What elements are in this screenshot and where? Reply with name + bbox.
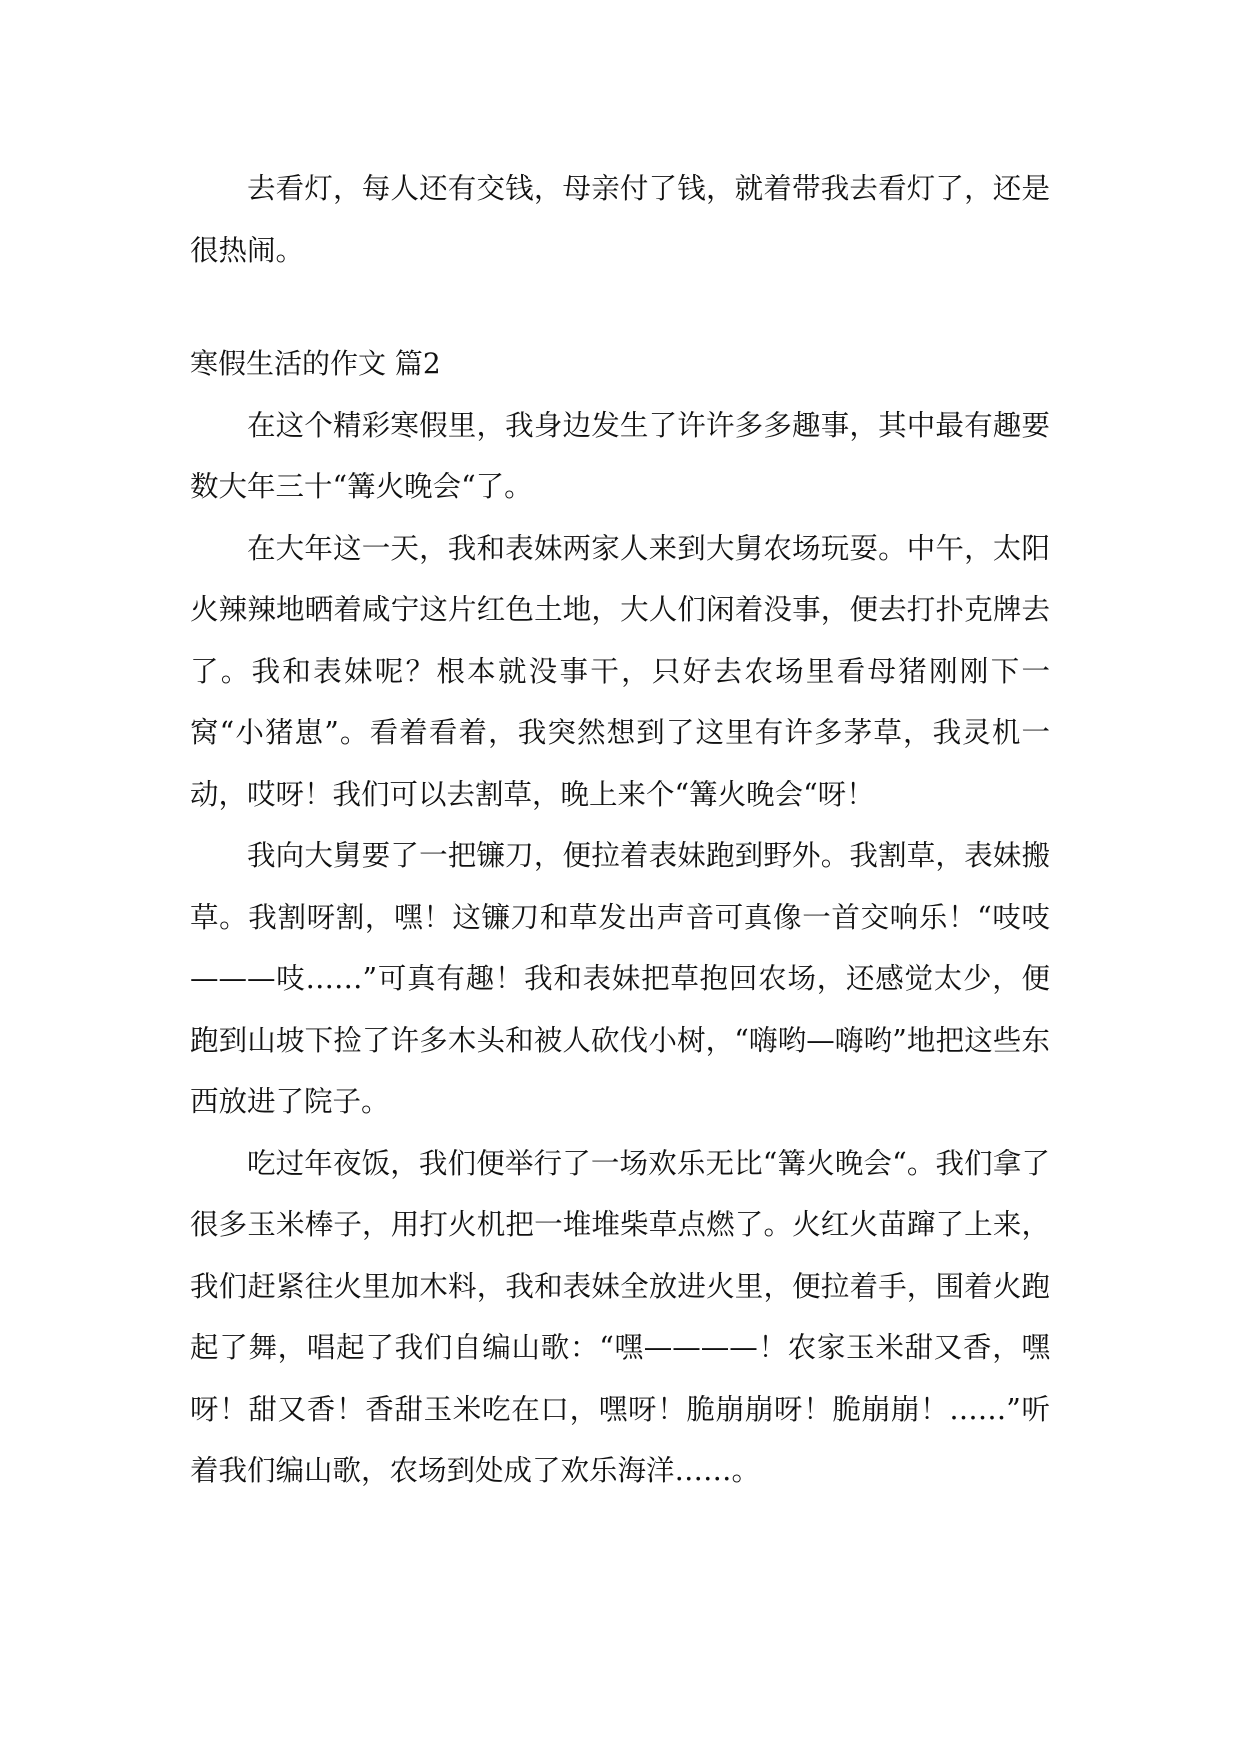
- section-title: 寒假生活的作文 篇2: [190, 347, 441, 380]
- document-body: [190, 158, 1050, 1502]
- intro-paragraph: 去看灯，每人还有交钱，母亲付了钱，就着带我去看灯了，还是很热闹。: [190, 172, 1050, 267]
- paragraph-3: 我向大舅要了一把镰刀，便拉着表妹跑到野外。我割草，表妹搬草。我割呀割，嘿！这镰刀和草发出声音可真像一首交响乐！“吱吱———吱……”可真有趣！我和表妹把草抱回农场，还感觉太少，便跑到山坡下捡了许多木头和被人砍伐小树，“嗨哟—嗨哟”地把这些东西放进了院子。: [190, 839, 1050, 1118]
- paragraph-2: 在大年这一天，我和表妹两家人来到大舅农场玩耍。中午，太阳火辣辣地晒着咸宁这片红色土地，大人们闲着没事，便去打扑克牌去了。我和表妹呢？根本就没事干，只好去农场里看母猪刚刚下一窝“小猪崽”。看着看着，我突然想到了这里有许多茅草，我灵机一动，哎呀！我们可以去割草，晚上来个“篝火晚会“呀！: [190, 531, 1050, 811]
- paragraph-1: 在这个精彩寒假里，我身边发生了许许多多趣事，其中最有趣要数大年三十“篝火晚会“了。: [190, 408, 1050, 503]
- paragraph-4: 吃过年夜饭，我们便举行了一场欢乐无比“篝火晚会“。我们拿了很多玉米棒子，用打火机把一堆堆柴草点燃了。火红火苗蹿了上来，我们赶紧往火里加木料，我和表妹全放进火里，便拉着手，围着火跑起了舞，唱起了我们自编山歌：“嘿————！农家玉米甜又香，嘿呀！甜又香！香甜玉米吃在口，嘿呀！脆崩崩呀！脆崩崩！……”听着我们编山歌，农场到处成了欢乐海洋……。: [190, 1146, 1050, 1487]
